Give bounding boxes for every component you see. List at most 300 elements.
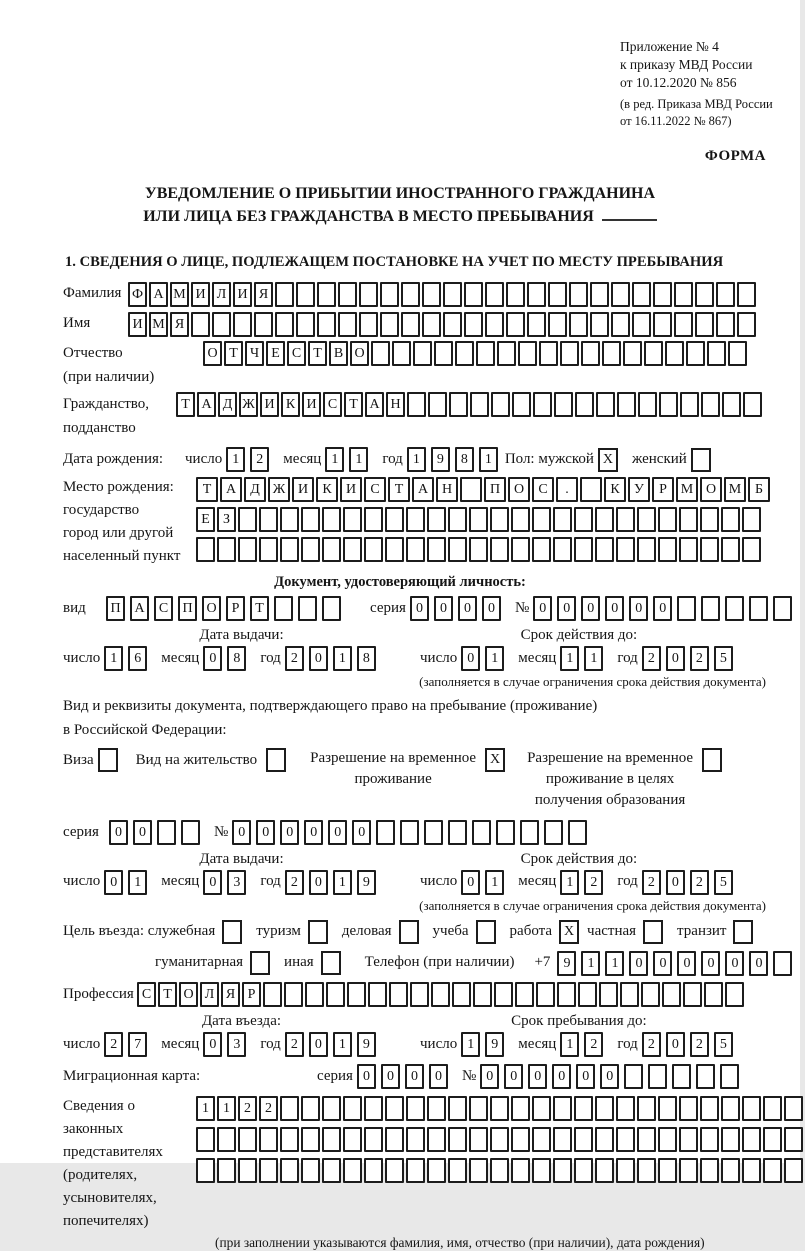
char-cell[interactable]: И bbox=[340, 477, 362, 502]
char-cell[interactable] bbox=[644, 341, 663, 366]
char-cell[interactable] bbox=[515, 982, 534, 1007]
char-cell[interactable]: 9 bbox=[431, 447, 450, 472]
char-cell[interactable] bbox=[364, 1127, 383, 1152]
char-cell[interactable]: 9 bbox=[357, 1032, 376, 1057]
char-cell[interactable] bbox=[742, 1127, 761, 1152]
char-cell[interactable] bbox=[496, 820, 515, 845]
char-cell[interactable] bbox=[392, 341, 411, 366]
char-cell[interactable] bbox=[317, 282, 336, 307]
char-cell[interactable] bbox=[506, 312, 525, 337]
char-cell[interactable] bbox=[389, 982, 408, 1007]
char-cell[interactable] bbox=[560, 341, 579, 366]
purpose-other-checkbox[interactable] bbox=[321, 951, 341, 975]
char-cell[interactable]: О bbox=[350, 341, 369, 366]
char-cell[interactable]: Ж bbox=[268, 477, 290, 502]
char-cell[interactable] bbox=[632, 312, 651, 337]
char-cell[interactable] bbox=[196, 1127, 215, 1152]
char-cell[interactable] bbox=[322, 1127, 341, 1152]
char-cell[interactable] bbox=[637, 1158, 656, 1183]
char-cell[interactable] bbox=[574, 1127, 593, 1152]
char-cell[interactable] bbox=[575, 392, 594, 417]
char-cell[interactable] bbox=[490, 1158, 509, 1183]
purpose-private-checkbox[interactable] bbox=[643, 920, 663, 944]
char-cell[interactable] bbox=[322, 537, 341, 562]
char-cell[interactable] bbox=[659, 392, 678, 417]
char-cell[interactable]: 0 bbox=[405, 1064, 424, 1089]
char-cell[interactable] bbox=[743, 392, 762, 417]
char-cell[interactable] bbox=[637, 1127, 656, 1152]
char-cell[interactable] bbox=[595, 1127, 614, 1152]
char-cell[interactable]: М bbox=[676, 477, 698, 502]
char-cell[interactable]: 1 bbox=[479, 447, 498, 472]
char-cell[interactable] bbox=[301, 1127, 320, 1152]
char-cell[interactable]: 2 bbox=[642, 870, 661, 895]
char-cell[interactable]: 1 bbox=[581, 951, 600, 976]
char-cell[interactable]: 9 bbox=[557, 951, 576, 976]
char-cell[interactable] bbox=[485, 312, 504, 337]
char-cell[interactable]: 1 bbox=[407, 447, 426, 472]
char-cell[interactable] bbox=[511, 1127, 530, 1152]
char-cell[interactable] bbox=[406, 1127, 425, 1152]
char-cell[interactable] bbox=[322, 507, 341, 532]
char-cell[interactable] bbox=[469, 1096, 488, 1121]
char-cell[interactable] bbox=[737, 312, 756, 337]
char-cell[interactable] bbox=[611, 312, 630, 337]
char-cell[interactable]: С bbox=[287, 341, 306, 366]
char-cell[interactable]: 0 bbox=[504, 1064, 523, 1089]
char-cell[interactable] bbox=[512, 392, 531, 417]
char-cell[interactable] bbox=[617, 392, 636, 417]
char-cell[interactable]: Е bbox=[196, 507, 215, 532]
char-cell[interactable] bbox=[427, 1127, 446, 1152]
char-cell[interactable] bbox=[301, 1158, 320, 1183]
char-cell[interactable] bbox=[554, 392, 573, 417]
char-cell[interactable] bbox=[422, 312, 441, 337]
char-cell[interactable]: М bbox=[170, 282, 189, 307]
char-cell[interactable] bbox=[544, 820, 563, 845]
char-cell[interactable]: 1 bbox=[485, 646, 504, 671]
char-cell[interactable]: А bbox=[130, 596, 149, 621]
char-cell[interactable] bbox=[470, 392, 489, 417]
char-cell[interactable] bbox=[490, 1096, 509, 1121]
char-cell[interactable] bbox=[637, 1096, 656, 1121]
char-cell[interactable]: Ч bbox=[245, 341, 264, 366]
char-cell[interactable]: А bbox=[365, 392, 384, 417]
char-cell[interactable]: 1 bbox=[333, 1032, 352, 1057]
char-cell[interactable] bbox=[532, 1127, 551, 1152]
char-cell[interactable]: 0 bbox=[677, 951, 696, 976]
char-cell[interactable]: 8 bbox=[357, 646, 376, 671]
char-cell[interactable] bbox=[653, 282, 672, 307]
char-cell[interactable] bbox=[518, 341, 537, 366]
char-cell[interactable]: А bbox=[220, 477, 242, 502]
char-cell[interactable]: 0 bbox=[552, 1064, 571, 1089]
char-cell[interactable] bbox=[532, 1096, 551, 1121]
char-cell[interactable]: 0 bbox=[458, 596, 477, 621]
char-cell[interactable]: А bbox=[149, 282, 168, 307]
char-cell[interactable] bbox=[490, 1127, 509, 1152]
char-cell[interactable] bbox=[553, 537, 572, 562]
char-cell[interactable]: 0 bbox=[581, 596, 600, 621]
char-cell[interactable]: В bbox=[329, 341, 348, 366]
char-cell[interactable]: 0 bbox=[203, 870, 222, 895]
char-cell[interactable]: П bbox=[106, 596, 125, 621]
char-cell[interactable]: 0 bbox=[576, 1064, 595, 1089]
char-cell[interactable]: 2 bbox=[259, 1096, 278, 1121]
char-cell[interactable] bbox=[427, 1158, 446, 1183]
rvp-checkbox[interactable]: X bbox=[485, 748, 505, 772]
char-cell[interactable] bbox=[413, 341, 432, 366]
char-cell[interactable] bbox=[737, 282, 756, 307]
char-cell[interactable]: 1 bbox=[196, 1096, 215, 1121]
char-cell[interactable]: 0 bbox=[309, 646, 328, 671]
char-cell[interactable]: . bbox=[556, 477, 578, 502]
char-cell[interactable] bbox=[259, 507, 278, 532]
char-cell[interactable] bbox=[527, 312, 546, 337]
char-cell[interactable] bbox=[301, 1096, 320, 1121]
char-cell[interactable]: Т bbox=[176, 392, 195, 417]
char-cell[interactable] bbox=[578, 982, 597, 1007]
char-cell[interactable] bbox=[448, 1127, 467, 1152]
char-cell[interactable]: О bbox=[179, 982, 198, 1007]
char-cell[interactable] bbox=[784, 1096, 803, 1121]
char-cell[interactable]: 0 bbox=[109, 820, 128, 845]
char-cell[interactable] bbox=[280, 537, 299, 562]
char-cell[interactable] bbox=[784, 1127, 803, 1152]
char-cell[interactable] bbox=[527, 282, 546, 307]
char-cell[interactable] bbox=[665, 341, 684, 366]
char-cell[interactable]: 1 bbox=[584, 646, 603, 671]
char-cell[interactable] bbox=[263, 982, 282, 1007]
char-cell[interactable] bbox=[695, 312, 714, 337]
char-cell[interactable] bbox=[472, 820, 491, 845]
char-cell[interactable]: О bbox=[508, 477, 530, 502]
char-cell[interactable] bbox=[364, 1096, 383, 1121]
purpose-study-checkbox[interactable] bbox=[476, 920, 496, 944]
char-cell[interactable] bbox=[284, 982, 303, 1007]
char-cell[interactable] bbox=[385, 537, 404, 562]
char-cell[interactable]: 3 bbox=[227, 1032, 246, 1057]
char-cell[interactable] bbox=[773, 951, 792, 976]
char-cell[interactable] bbox=[196, 537, 215, 562]
char-cell[interactable] bbox=[763, 1127, 782, 1152]
purpose-work-checkbox[interactable]: X bbox=[559, 920, 579, 944]
char-cell[interactable] bbox=[720, 1064, 739, 1089]
char-cell[interactable] bbox=[637, 507, 656, 532]
char-cell[interactable] bbox=[401, 282, 420, 307]
char-cell[interactable] bbox=[427, 537, 446, 562]
char-cell[interactable] bbox=[580, 477, 602, 502]
char-cell[interactable]: И bbox=[260, 392, 279, 417]
char-cell[interactable] bbox=[658, 1127, 677, 1152]
char-cell[interactable] bbox=[238, 1158, 257, 1183]
char-cell[interactable] bbox=[616, 537, 635, 562]
char-cell[interactable] bbox=[536, 982, 555, 1007]
char-cell[interactable] bbox=[469, 1127, 488, 1152]
char-cell[interactable] bbox=[305, 982, 324, 1007]
char-cell[interactable] bbox=[704, 982, 723, 1007]
purpose-delovaya-checkbox[interactable] bbox=[399, 920, 419, 944]
char-cell[interactable]: 0 bbox=[482, 596, 501, 621]
char-cell[interactable]: Я bbox=[254, 282, 273, 307]
char-cell[interactable]: 0 bbox=[309, 1032, 328, 1057]
char-cell[interactable]: 0 bbox=[381, 1064, 400, 1089]
char-cell[interactable]: 0 bbox=[232, 820, 251, 845]
char-cell[interactable] bbox=[431, 982, 450, 1007]
char-cell[interactable] bbox=[212, 312, 231, 337]
char-cell[interactable] bbox=[742, 1096, 761, 1121]
char-cell[interactable]: Д bbox=[244, 477, 266, 502]
residence-checkbox[interactable] bbox=[266, 748, 286, 772]
char-cell[interactable] bbox=[326, 982, 345, 1007]
char-cell[interactable] bbox=[700, 537, 719, 562]
char-cell[interactable]: 5 bbox=[714, 646, 733, 671]
char-cell[interactable] bbox=[742, 1158, 761, 1183]
char-cell[interactable] bbox=[695, 282, 714, 307]
char-cell[interactable]: Т bbox=[344, 392, 363, 417]
char-cell[interactable] bbox=[721, 507, 740, 532]
char-cell[interactable] bbox=[532, 537, 551, 562]
char-cell[interactable] bbox=[721, 1096, 740, 1121]
char-cell[interactable] bbox=[259, 537, 278, 562]
char-cell[interactable]: 1 bbox=[325, 447, 344, 472]
char-cell[interactable]: 6 bbox=[128, 646, 147, 671]
char-cell[interactable] bbox=[677, 596, 696, 621]
char-cell[interactable] bbox=[533, 392, 552, 417]
char-cell[interactable] bbox=[280, 507, 299, 532]
char-cell[interactable] bbox=[728, 341, 747, 366]
purpose-tourism-checkbox[interactable] bbox=[308, 920, 328, 944]
char-cell[interactable] bbox=[648, 1064, 667, 1089]
char-cell[interactable]: 2 bbox=[690, 646, 709, 671]
char-cell[interactable] bbox=[400, 820, 419, 845]
char-cell[interactable] bbox=[296, 312, 315, 337]
char-cell[interactable] bbox=[275, 282, 294, 307]
char-cell[interactable] bbox=[217, 1127, 236, 1152]
char-cell[interactable] bbox=[157, 820, 176, 845]
char-cell[interactable] bbox=[674, 312, 693, 337]
char-cell[interactable] bbox=[595, 1096, 614, 1121]
char-cell[interactable] bbox=[464, 312, 483, 337]
char-cell[interactable]: С bbox=[364, 477, 386, 502]
char-cell[interactable]: 2 bbox=[104, 1032, 123, 1057]
char-cell[interactable] bbox=[424, 820, 443, 845]
char-cell[interactable] bbox=[364, 537, 383, 562]
char-cell[interactable]: Т bbox=[196, 477, 218, 502]
char-cell[interactable] bbox=[497, 341, 516, 366]
char-cell[interactable] bbox=[364, 507, 383, 532]
char-cell[interactable]: 1 bbox=[349, 447, 368, 472]
char-cell[interactable] bbox=[473, 982, 492, 1007]
char-cell[interactable] bbox=[280, 1158, 299, 1183]
char-cell[interactable]: Т bbox=[308, 341, 327, 366]
char-cell[interactable] bbox=[385, 1096, 404, 1121]
char-cell[interactable] bbox=[686, 341, 705, 366]
char-cell[interactable] bbox=[620, 982, 639, 1007]
char-cell[interactable] bbox=[581, 341, 600, 366]
char-cell[interactable] bbox=[602, 341, 621, 366]
char-cell[interactable] bbox=[359, 282, 378, 307]
char-cell[interactable] bbox=[460, 477, 482, 502]
char-cell[interactable]: 1 bbox=[104, 646, 123, 671]
char-cell[interactable] bbox=[641, 982, 660, 1007]
char-cell[interactable] bbox=[674, 282, 693, 307]
char-cell[interactable] bbox=[683, 982, 702, 1007]
char-cell[interactable] bbox=[511, 537, 530, 562]
char-cell[interactable] bbox=[491, 392, 510, 417]
char-cell[interactable]: 0 bbox=[410, 596, 429, 621]
char-cell[interactable]: 2 bbox=[584, 870, 603, 895]
char-cell[interactable] bbox=[701, 596, 720, 621]
char-cell[interactable] bbox=[406, 507, 425, 532]
char-cell[interactable] bbox=[520, 820, 539, 845]
char-cell[interactable] bbox=[217, 1158, 236, 1183]
char-cell[interactable] bbox=[455, 341, 474, 366]
char-cell[interactable]: Т bbox=[158, 982, 177, 1007]
char-cell[interactable]: Т bbox=[388, 477, 410, 502]
char-cell[interactable] bbox=[410, 982, 429, 1007]
char-cell[interactable] bbox=[464, 282, 483, 307]
char-cell[interactable] bbox=[490, 507, 509, 532]
char-cell[interactable]: 9 bbox=[357, 870, 376, 895]
char-cell[interactable] bbox=[506, 282, 525, 307]
char-cell[interactable] bbox=[511, 1096, 530, 1121]
char-cell[interactable] bbox=[490, 537, 509, 562]
char-cell[interactable] bbox=[716, 312, 735, 337]
char-cell[interactable] bbox=[680, 392, 699, 417]
char-cell[interactable] bbox=[725, 982, 744, 1007]
char-cell[interactable] bbox=[658, 1158, 677, 1183]
char-cell[interactable] bbox=[343, 507, 362, 532]
char-cell[interactable]: М bbox=[149, 312, 168, 337]
char-cell[interactable] bbox=[274, 596, 293, 621]
char-cell[interactable] bbox=[238, 507, 257, 532]
char-cell[interactable] bbox=[448, 537, 467, 562]
char-cell[interactable] bbox=[653, 312, 672, 337]
char-cell[interactable] bbox=[632, 282, 651, 307]
char-cell[interactable] bbox=[280, 1096, 299, 1121]
char-cell[interactable]: 0 bbox=[133, 820, 152, 845]
char-cell[interactable] bbox=[707, 341, 726, 366]
char-cell[interactable] bbox=[672, 1064, 691, 1089]
char-cell[interactable]: 0 bbox=[629, 596, 648, 621]
char-cell[interactable] bbox=[317, 312, 336, 337]
char-cell[interactable]: 2 bbox=[285, 1032, 304, 1057]
char-cell[interactable]: 1 bbox=[605, 951, 624, 976]
char-cell[interactable]: Р bbox=[652, 477, 674, 502]
char-cell[interactable] bbox=[443, 312, 462, 337]
char-cell[interactable]: 0 bbox=[352, 820, 371, 845]
char-cell[interactable] bbox=[301, 507, 320, 532]
char-cell[interactable] bbox=[539, 341, 558, 366]
char-cell[interactable] bbox=[428, 392, 447, 417]
char-cell[interactable]: 0 bbox=[480, 1064, 499, 1089]
char-cell[interactable]: 0 bbox=[725, 951, 744, 976]
char-cell[interactable] bbox=[763, 1158, 782, 1183]
char-cell[interactable]: 1 bbox=[333, 646, 352, 671]
char-cell[interactable] bbox=[476, 341, 495, 366]
char-cell[interactable] bbox=[716, 282, 735, 307]
char-cell[interactable] bbox=[181, 820, 200, 845]
char-cell[interactable] bbox=[494, 982, 513, 1007]
purpose-business-checkbox[interactable] bbox=[222, 920, 242, 944]
char-cell[interactable] bbox=[599, 982, 618, 1007]
char-cell[interactable]: 0 bbox=[203, 1032, 222, 1057]
char-cell[interactable] bbox=[406, 537, 425, 562]
char-cell[interactable]: Л bbox=[212, 282, 231, 307]
char-cell[interactable] bbox=[322, 596, 341, 621]
sex-female-checkbox[interactable] bbox=[691, 448, 711, 472]
char-cell[interactable] bbox=[679, 507, 698, 532]
char-cell[interactable] bbox=[574, 537, 593, 562]
char-cell[interactable]: О bbox=[700, 477, 722, 502]
purpose-transit-checkbox[interactable] bbox=[733, 920, 753, 944]
char-cell[interactable]: Р bbox=[242, 982, 261, 1007]
char-cell[interactable] bbox=[406, 1096, 425, 1121]
char-cell[interactable]: 0 bbox=[256, 820, 275, 845]
char-cell[interactable] bbox=[452, 982, 471, 1007]
char-cell[interactable]: 0 bbox=[328, 820, 347, 845]
char-cell[interactable]: Я bbox=[221, 982, 240, 1007]
char-cell[interactable] bbox=[511, 507, 530, 532]
char-cell[interactable] bbox=[296, 282, 315, 307]
char-cell[interactable]: С bbox=[137, 982, 156, 1007]
char-cell[interactable]: 1 bbox=[485, 870, 504, 895]
char-cell[interactable] bbox=[616, 1127, 635, 1152]
char-cell[interactable] bbox=[721, 1127, 740, 1152]
char-cell[interactable]: 2 bbox=[584, 1032, 603, 1057]
char-cell[interactable] bbox=[658, 1096, 677, 1121]
char-cell[interactable] bbox=[469, 1158, 488, 1183]
char-cell[interactable] bbox=[742, 507, 761, 532]
char-cell[interactable] bbox=[385, 1158, 404, 1183]
char-cell[interactable]: 0 bbox=[203, 646, 222, 671]
char-cell[interactable] bbox=[259, 1158, 278, 1183]
char-cell[interactable]: 1 bbox=[217, 1096, 236, 1121]
char-cell[interactable] bbox=[469, 507, 488, 532]
char-cell[interactable] bbox=[196, 1158, 215, 1183]
char-cell[interactable]: Р bbox=[226, 596, 245, 621]
char-cell[interactable] bbox=[448, 1096, 467, 1121]
char-cell[interactable] bbox=[385, 507, 404, 532]
char-cell[interactable] bbox=[611, 282, 630, 307]
char-cell[interactable] bbox=[338, 312, 357, 337]
char-cell[interactable] bbox=[616, 1158, 635, 1183]
char-cell[interactable] bbox=[359, 312, 378, 337]
char-cell[interactable] bbox=[658, 507, 677, 532]
char-cell[interactable] bbox=[721, 537, 740, 562]
char-cell[interactable]: 3 bbox=[227, 870, 246, 895]
char-cell[interactable] bbox=[322, 1158, 341, 1183]
char-cell[interactable] bbox=[569, 282, 588, 307]
char-cell[interactable] bbox=[700, 1127, 719, 1152]
char-cell[interactable] bbox=[624, 1064, 643, 1089]
char-cell[interactable]: 0 bbox=[533, 596, 552, 621]
char-cell[interactable] bbox=[347, 982, 366, 1007]
char-cell[interactable]: 0 bbox=[557, 596, 576, 621]
char-cell[interactable]: 0 bbox=[666, 870, 685, 895]
char-cell[interactable] bbox=[448, 1158, 467, 1183]
char-cell[interactable]: 0 bbox=[653, 951, 672, 976]
char-cell[interactable]: 0 bbox=[600, 1064, 619, 1089]
char-cell[interactable]: 1 bbox=[333, 870, 352, 895]
char-cell[interactable] bbox=[721, 1158, 740, 1183]
char-cell[interactable]: 8 bbox=[455, 447, 474, 472]
char-cell[interactable] bbox=[574, 1158, 593, 1183]
char-cell[interactable] bbox=[364, 1158, 383, 1183]
char-cell[interactable]: С bbox=[154, 596, 173, 621]
char-cell[interactable]: 1 bbox=[560, 646, 579, 671]
